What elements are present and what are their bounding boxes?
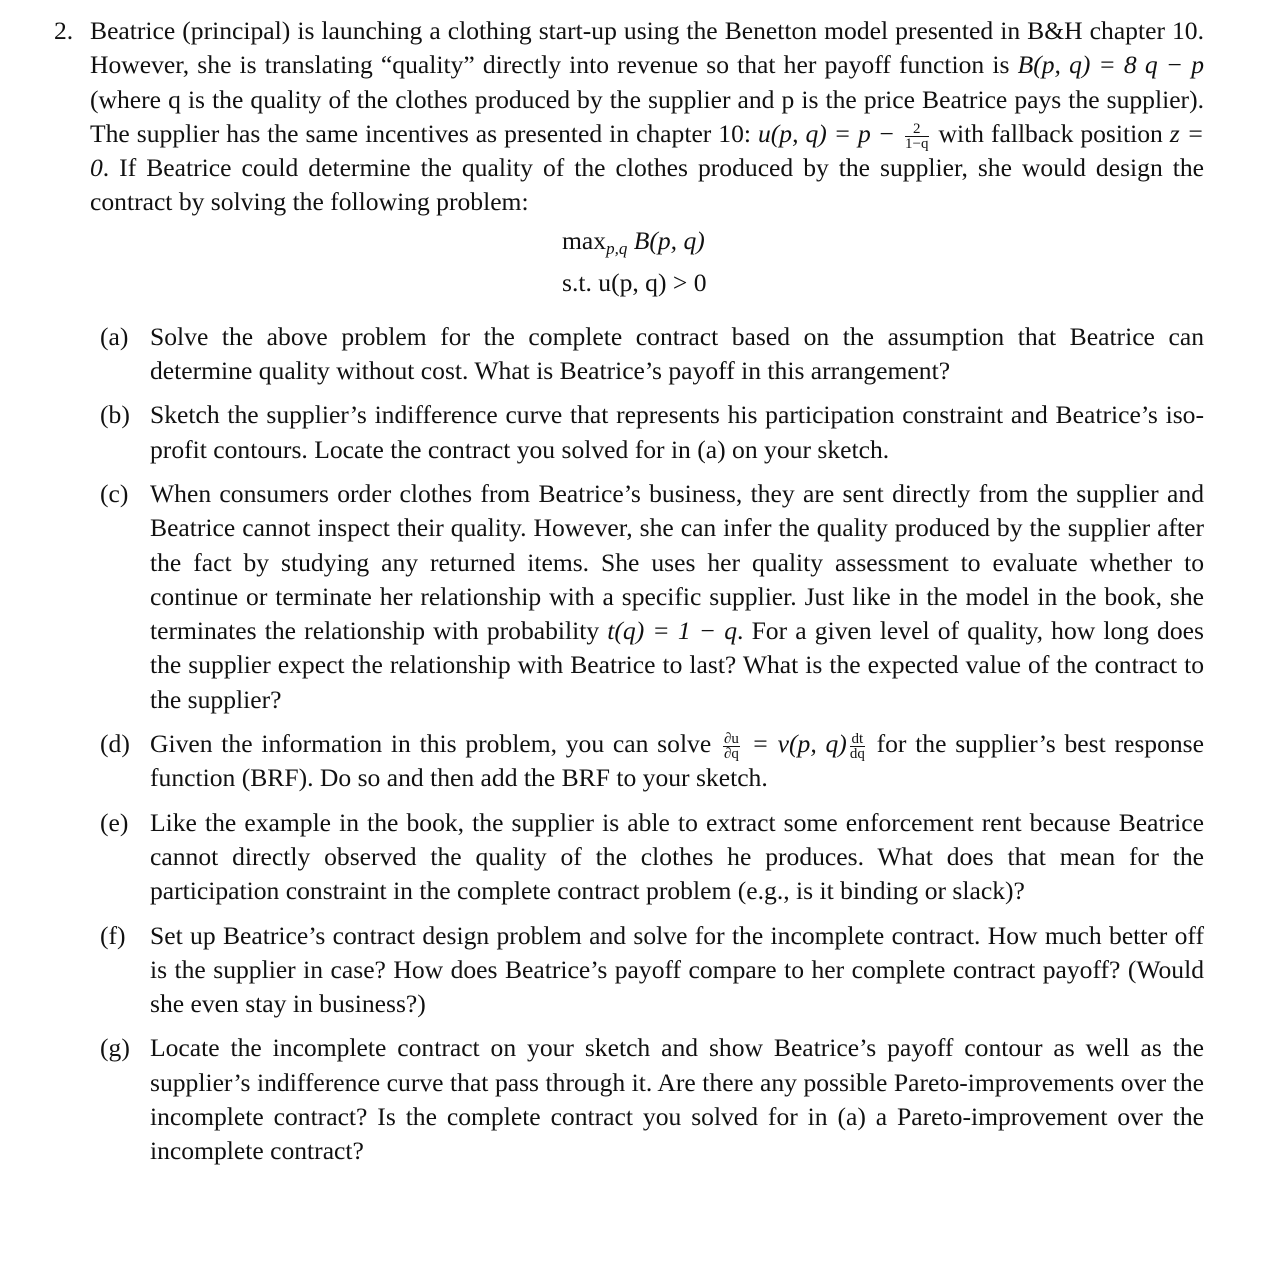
max-subscript: p,q	[606, 238, 628, 258]
intro-text-3: with fallback position	[931, 118, 1170, 148]
part-d	[54, 727, 1204, 796]
utility-function: u(p, q) = p −	[757, 118, 903, 148]
part-text-continued: . For a given level of quality, how long does the supplier expect the relationship with Beatrice to last? What is the expected value of the contract to the supplier?	[150, 616, 1204, 714]
part-label: (d)	[100, 729, 130, 759]
part-a	[54, 320, 1204, 389]
derivative-fraction	[850, 732, 865, 761]
part-text: Locate the incomplete contract on your sketch and show Beatrice’s payoff contour as well as the supplier’s indifference curve that pass through it. Are there any possible Pareto-improvements over the incomplete contract? Is the complete contract you solved for in (a) a Pareto-improvement over the incomplete contract?	[150, 1033, 1204, 1166]
optimization-problem	[54, 224, 1204, 300]
utility-fraction-denominator: 1−q	[905, 135, 929, 152]
objective-function: B(p, q)	[627, 225, 705, 255]
objective-line	[562, 224, 1204, 266]
part-label: (e)	[100, 807, 129, 837]
fraction-denominator: ∂q	[723, 745, 739, 762]
part-label: (b)	[100, 400, 130, 430]
part-g	[54, 1031, 1204, 1168]
part-text: Set up Beatrice’s contract design problem and solve for the incomplete contract. How much better off is the supplier in case? How does Beatrice’s payoff compare to her complete contract payoff? (Would she even stay in business?)	[150, 920, 1204, 1019]
part-text-continued: for the supplier’s best response function (BRF). Do so and then add the BRF to your sketch.	[150, 729, 1204, 793]
part-label: (a)	[100, 321, 129, 351]
part-text: Solve the above problem for the complete contract based on the assumption that Beatrice can determine quality without cost. What is Beatrice’s payoff in this arrangement?	[150, 321, 1204, 386]
partial-derivative-fraction	[723, 732, 740, 761]
problem-number: 2.	[54, 16, 74, 45]
intro-text-4: . If Beatrice could determine the quality of the clothes produced by the supplier, she would design the contract by solving the following problem:	[90, 153, 1204, 217]
problem-statement	[54, 14, 1204, 220]
rent-expression: = v(p, q)	[742, 729, 847, 759]
part-text: Sketch the supplier’s indifference curve that represents his participation constraint and Beatrice’s iso-profit contours. Locate the contract you solved for in (a) on your sketch.	[150, 400, 1204, 464]
part-label: (g)	[100, 1033, 130, 1063]
fraction-denominator: dq	[849, 745, 865, 762]
part-text: Given the information in this problem, you can solve	[150, 729, 720, 759]
part-c	[54, 477, 1204, 717]
part-f	[54, 919, 1204, 1022]
sub-questions	[54, 320, 1204, 1169]
part-b	[54, 398, 1204, 467]
part-e	[54, 806, 1204, 909]
fallback-position: z = 0	[90, 118, 1204, 183]
part-text: Like the example in the book, the supplier is able to extract some enforcement rent because Beatrice cannot directly observed the quality of the clothes he produces. What does that mean for the participation constraint in the complete contract problem (e.g., is it binding or slack)?	[150, 807, 1204, 906]
intro-text-2: (where q is the quality of the clothes produced by the supplier and p is the price Beatrice pays the supplier). The supplier has the same incentives as presented in chapter 10:	[90, 84, 1204, 148]
payoff-function: B(p, q) = 8 q − p	[1017, 50, 1204, 80]
document-page	[54, 14, 1204, 1179]
utility-fraction	[905, 122, 928, 151]
fraction-numerator: ∂u	[723, 730, 739, 747]
part-label: (c)	[100, 478, 129, 508]
termination-probability: t(q) = 1 − q	[607, 616, 738, 646]
constraint-line: s.t. u(p, q) > 0	[562, 267, 707, 297]
intro-text-1: Beatrice (principal) is launching a clothing start-up using the Benetton model presented in B&H chapter 10. However, she is translating “quality” directly into revenue so that her payoff function is	[90, 16, 1204, 80]
max-operator: max	[562, 225, 607, 255]
fraction-numerator: dt	[851, 730, 864, 747]
part-label: (f)	[100, 920, 126, 950]
part-text: When consumers order clothes from Beatrice’s business, they are sent directly from the supplier and Beatrice cannot inspect their quality. However, she can infer the quality produced by the supplier after the fact by studying any returned items. She uses her quality assessment to evaluate whether to continue or terminate her relationship with a specific supplier. Just like in the model in the book, she terminates the relationship with probability	[150, 478, 1204, 646]
utility-fraction-numerator: 2	[905, 122, 928, 137]
